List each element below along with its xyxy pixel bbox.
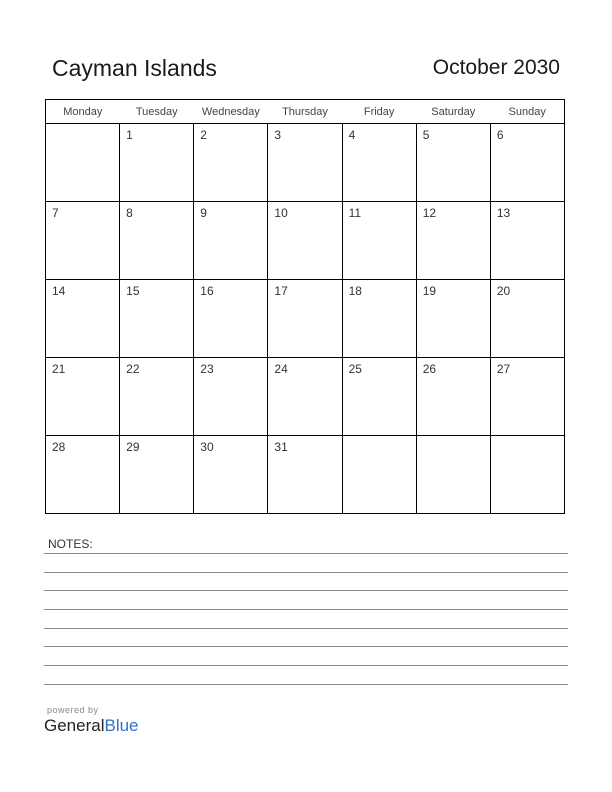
day-cell xyxy=(416,358,490,436)
day-number: 4 xyxy=(348,128,356,142)
day-number: 27 xyxy=(496,362,511,376)
day-cell xyxy=(46,436,120,514)
notes-line xyxy=(44,684,568,685)
day-cell xyxy=(416,124,490,202)
day-number: 2 xyxy=(200,128,207,142)
week-row xyxy=(46,280,565,358)
day-number: 19 xyxy=(422,284,437,298)
day-cell xyxy=(46,202,120,280)
notes-line xyxy=(44,590,568,591)
calendar-month-title: October 2030 xyxy=(432,56,560,79)
brand-blue: Blue xyxy=(104,716,139,735)
generalblue-logo xyxy=(44,716,139,736)
day-cell xyxy=(194,358,268,436)
day-cell xyxy=(416,280,490,358)
day-cell xyxy=(120,358,194,436)
day-cell xyxy=(120,436,194,514)
day-number: 12 xyxy=(422,206,437,220)
week-row xyxy=(46,358,565,436)
day-number: 30 xyxy=(200,440,214,454)
notes-line xyxy=(44,628,568,629)
notes-label: NOTES: xyxy=(48,537,93,551)
day-number: 9 xyxy=(200,206,207,220)
day-number: 24 xyxy=(274,362,288,376)
day-cell xyxy=(268,124,342,202)
day-number xyxy=(46,124,119,128)
day-cell xyxy=(46,280,120,358)
weekday-header: Wednesday xyxy=(194,100,268,124)
day-cell xyxy=(120,202,194,280)
day-number xyxy=(343,436,416,440)
day-number: 17 xyxy=(274,284,288,298)
weekday-header: Saturday xyxy=(416,100,490,124)
day-cell xyxy=(490,202,564,280)
day-cell xyxy=(342,358,416,436)
day-number xyxy=(417,436,490,440)
day-number: 31 xyxy=(274,440,288,454)
calendar-country-title: Cayman Islands xyxy=(52,55,217,81)
day-cell xyxy=(268,358,342,436)
day-cell xyxy=(194,202,268,280)
day-number: 7 xyxy=(52,206,59,220)
day-number: 20 xyxy=(496,284,511,298)
notes-line xyxy=(44,572,568,573)
day-cell xyxy=(342,280,416,358)
powered-by-text: powered by xyxy=(47,705,99,715)
day-number: 26 xyxy=(422,362,437,376)
day-number: 29 xyxy=(126,440,140,454)
day-number: 15 xyxy=(126,284,140,298)
day-number: 5 xyxy=(422,128,430,142)
day-cell xyxy=(194,124,268,202)
day-cell xyxy=(490,436,564,514)
day-number: 3 xyxy=(274,128,282,142)
day-cell xyxy=(120,280,194,358)
weekday-header: Monday xyxy=(46,100,120,124)
day-cell xyxy=(46,124,120,202)
day-cell xyxy=(490,124,564,202)
week-row xyxy=(46,436,565,514)
day-number: 22 xyxy=(126,362,140,376)
day-cell xyxy=(268,202,342,280)
day-number: 6 xyxy=(496,128,504,142)
day-number: 25 xyxy=(348,362,362,376)
day-number: 8 xyxy=(126,206,133,220)
day-number: 14 xyxy=(52,284,66,298)
day-cell xyxy=(194,280,268,358)
day-number: 1 xyxy=(126,128,133,142)
day-number: 13 xyxy=(496,206,511,220)
notes-line xyxy=(44,553,568,554)
day-cell xyxy=(490,280,564,358)
week-row xyxy=(46,202,565,280)
weekday-header: Tuesday xyxy=(120,100,194,124)
day-number xyxy=(491,436,564,440)
day-number: 16 xyxy=(200,284,214,298)
notes-line xyxy=(44,646,568,647)
weekday-header: Thursday xyxy=(268,100,342,124)
day-number: 23 xyxy=(200,362,214,376)
weekday-header: Friday xyxy=(342,100,416,124)
notes-line xyxy=(44,609,568,610)
weekday-header: Sunday xyxy=(490,100,564,124)
day-cell xyxy=(120,124,194,202)
day-number: 10 xyxy=(274,206,288,220)
calendar-grid xyxy=(45,99,565,514)
day-number: 21 xyxy=(52,362,66,376)
brand-general: General xyxy=(44,716,105,735)
weekday-header-row xyxy=(46,100,565,124)
day-cell xyxy=(416,436,490,514)
day-cell xyxy=(46,358,120,436)
day-cell xyxy=(342,436,416,514)
day-number: 18 xyxy=(348,284,362,298)
day-cell xyxy=(268,436,342,514)
notes-line xyxy=(44,665,568,666)
day-number: 28 xyxy=(52,440,66,454)
day-cell xyxy=(342,124,416,202)
day-cell xyxy=(342,202,416,280)
day-cell xyxy=(268,280,342,358)
day-number: 11 xyxy=(348,206,362,220)
day-cell xyxy=(416,202,490,280)
week-row xyxy=(46,124,565,202)
day-cell xyxy=(490,358,564,436)
day-cell xyxy=(194,436,268,514)
